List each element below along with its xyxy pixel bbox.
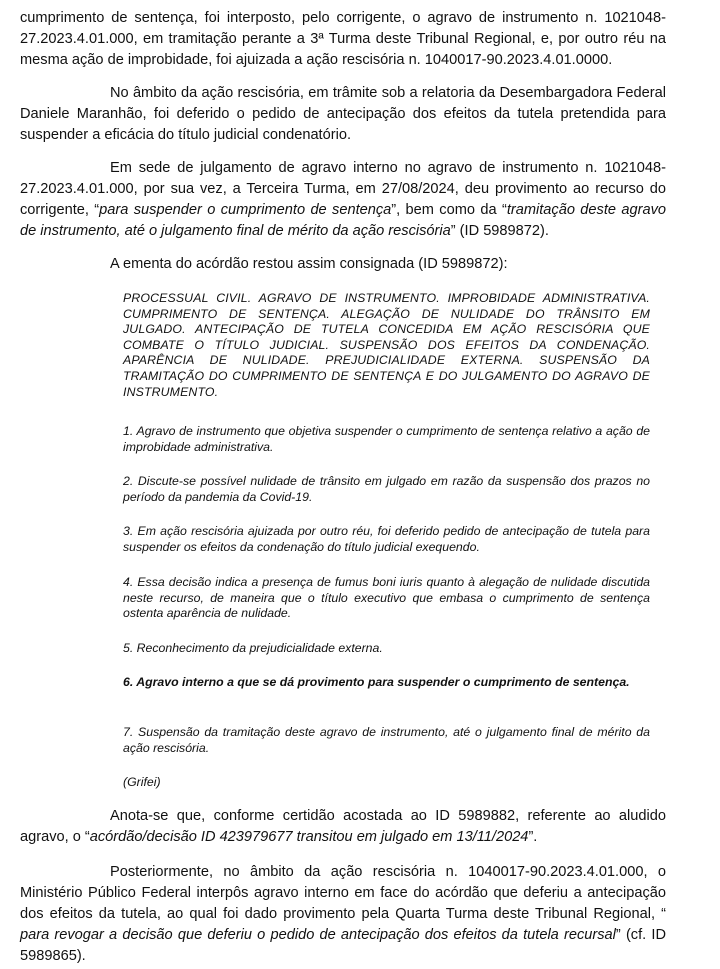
ementa-header: PROCESSUAL CIVIL. AGRAVO DE INSTRUMENTO. IMPROBIDADE ADMINISTRATIVA. CUMPRIMENTO DE SENTENÇA. ALEGAÇÃO DE NULIDADE DO TRÂNSITO EM JULGADO. ANTECIPAÇÃO DE TUTELA CONCEDIDA EM AÇÃO RESCISÓRIA QUE COMBATE O TÍTULO JUDICIAL. SUSPENSÃO DOS EFEITOS DA CONDENAÇÃO. APARÊNCIA DE NULIDADE. PREJUDICIALIDADE EXTERNA. SUSPENSÃO DA TRAMITAÇÃO DO CUMPRIMENTO DE SENTENÇA E DO JULGAMENTO DO AGRAVO DE INSTRUMENTO.: [123, 291, 650, 399]
paragraph-3-quote-1: para suspender o cumprimento de sentença: [99, 202, 392, 218]
paragraph-5: [20, 806, 666, 848]
ementa-item-2: 2. Discute-se possível nulidade de trânsito em julgado em razão da suspensão dos prazos no período da pandemia da Covid-19.: [123, 474, 650, 504]
paragraph-3-text-1: Em sede de julgamento de agravo interno no agravo de instrumento n. 1021048-27.2023.4.01.000, por sua vez, a Terceira Turma, em 27/08/2024, deu provimento ao recurso do corrigente, “: [20, 160, 666, 218]
paragraph-4: A ementa do acórdão restou assim consignada (ID 5989872):: [110, 256, 508, 272]
ementa-item-1: 1. Agravo de instrumento que objetiva suspender o cumprimento de sentença relativo a ação de improbidade administrativa.: [123, 424, 650, 454]
paragraph-2: No âmbito da ação rescisória, em trâmite sob a relatoria da Desembargadora Federal Daniele Maranhão, foi deferido o pedido de antecipação dos efeitos da tutela pretendida para suspender a eficácia do título judicial condenatório.: [20, 85, 666, 143]
paragraph-5-text-1: Anota-se que, conforme certidão acostada ao ID 5989882, referente ao aludido agravo, o “: [20, 808, 666, 845]
paragraph-6-quote-1: para revogar a decisão que deferiu o pedido de antecipação dos efeitos da tutela recursal: [20, 927, 616, 943]
ementa-item-3: 3. Em ação rescisória ajuizada por outro réu, foi deferido pedido de antecipação de tutela para suspender os efeitos da condenação do título judicial exequendo.: [123, 524, 650, 554]
paragraph-6-text-2: ” (cf. ID 5989865).: [20, 927, 666, 964]
ementa-item-5: 5. Reconhecimento da prejudicialidade externa.: [123, 641, 383, 655]
paragraph-6-text-1: Posteriormente, no âmbito da ação rescisória n. 1040017-90.2023.4.01.000, o Ministério Público Federal interpôs agravo interno em face do acórdão que deferiu a antecipação dos efeitos da tutela, ao qual foi dado provimento pela Quarta Turma deste Tribunal Regional, “: [20, 864, 666, 922]
ementa-note: (Grifei): [123, 775, 161, 789]
paragraph-6: [20, 862, 666, 967]
ementa-item-6: 6. Agravo interno a que se dá provimento para suspender o cumprimento de sentença.: [123, 675, 630, 689]
paragraph-3-quote-2: tramitação deste agravo de instrumento, até o julgamento final de mérito da ação rescisória: [20, 202, 666, 239]
paragraph-3-text-3: ” (ID 5989872).: [450, 223, 549, 239]
paragraph-5-quote-1: acórdão/decisão ID 423979677 transitou em julgado em 13/11/2024: [89, 829, 529, 845]
ementa-item-7: 7. Suspensão da tramitação deste agravo de instrumento, até o julgamento final de mérito da ação rescisória.: [123, 725, 650, 755]
paragraph-3-text-2: ”, bem como da “: [391, 202, 507, 218]
paragraph-5-text-2: ”.: [528, 829, 538, 845]
paragraph-3: [20, 158, 666, 242]
paragraph-1: cumprimento de sentença, foi interposto, pelo corrigente, o agravo de instrumento n. 1021048-27.2023.4.01.000, em tramitação perante a 3ª Turma deste Tribunal Regional, e, por outro réu na mesma ação de improbidade, foi ajuizada a ação rescisória n. 1040017-90.2023.4.01.0000.: [20, 10, 666, 68]
ementa-item-4: 4. Essa decisão indica a presença de fumus boni iuris quanto à alegação de nulidade discutida neste recurso, de maneira que o título executivo que embasa o cumprimento de sentença ostenta aparência de nulidade.: [123, 575, 650, 621]
